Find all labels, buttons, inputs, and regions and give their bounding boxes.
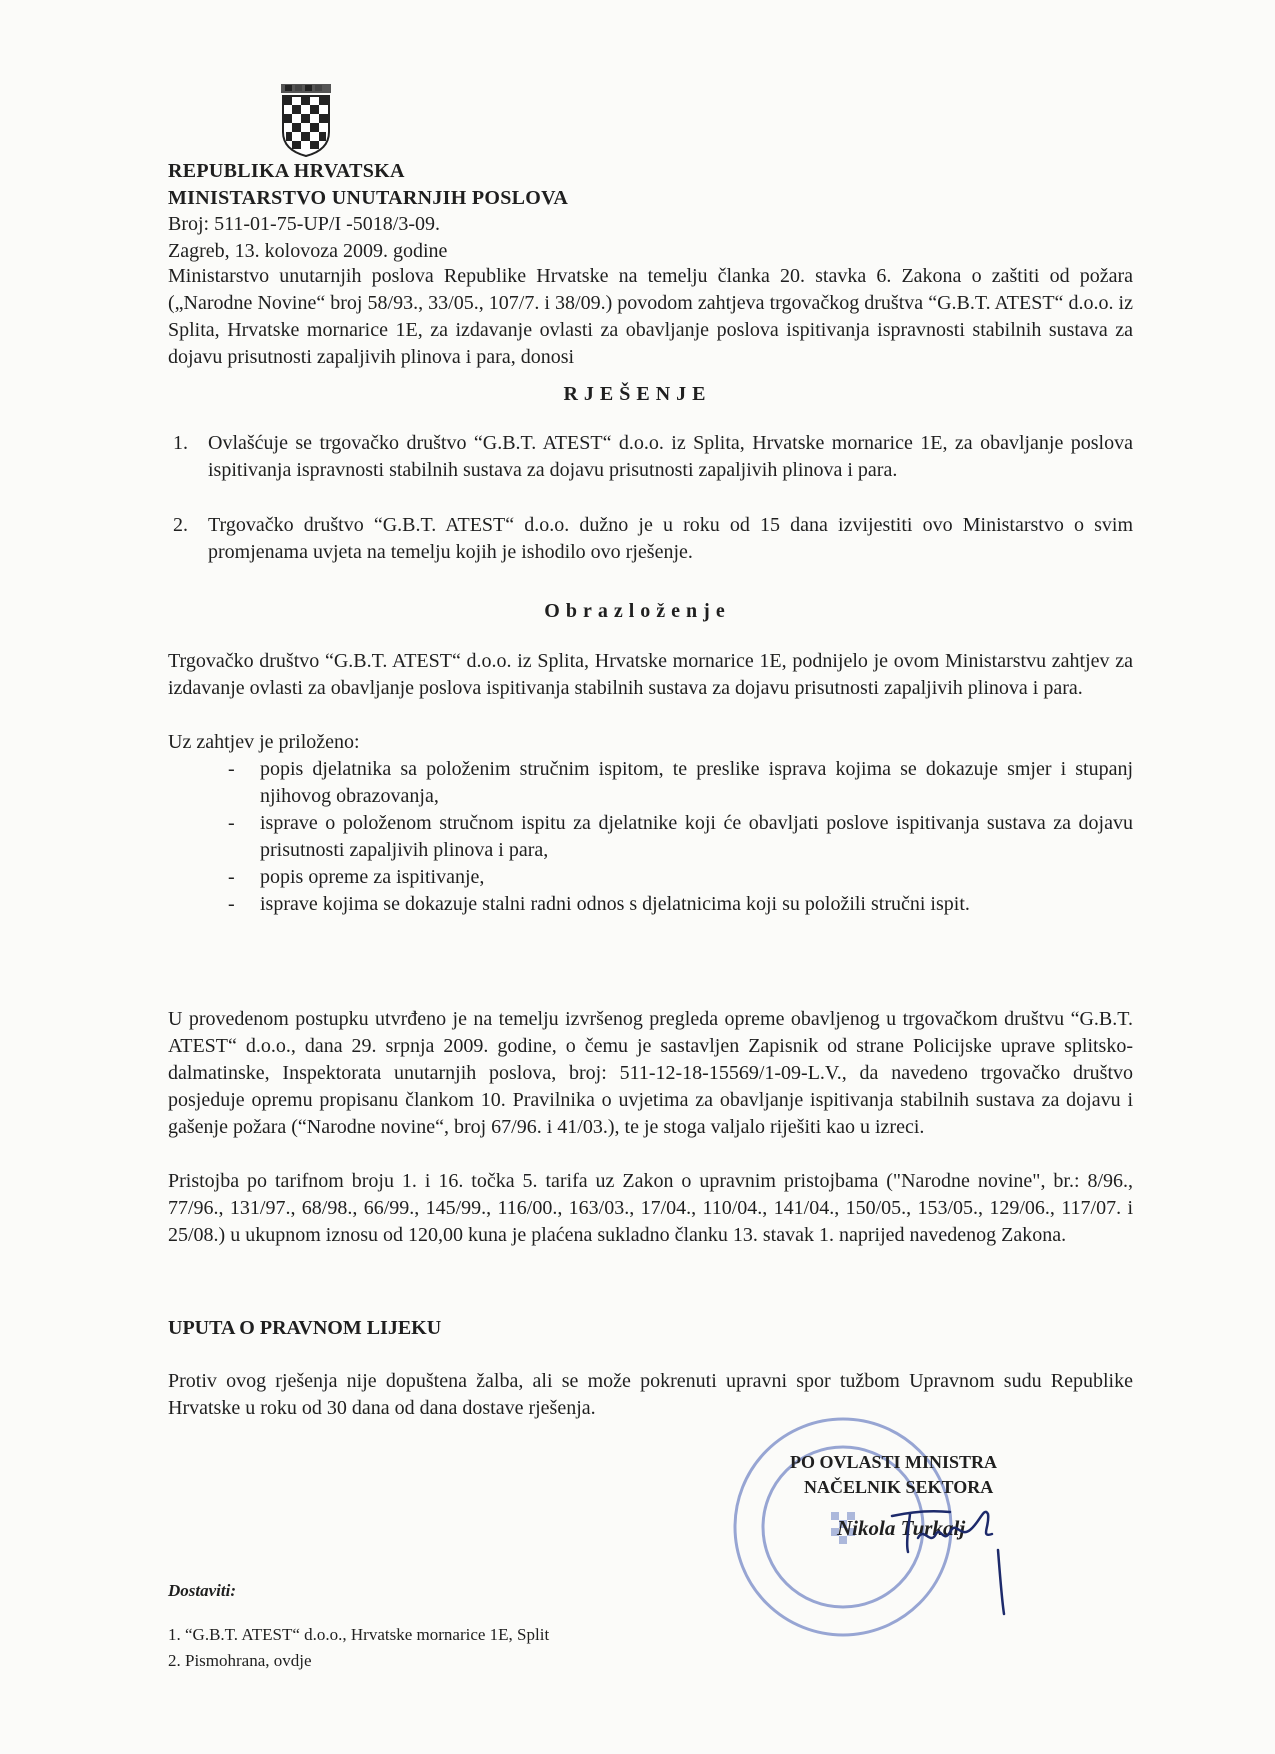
coat-of-arms-icon — [275, 82, 337, 158]
delivery-title: Dostaviti: — [168, 1581, 236, 1600]
legal-remedy-text: Protiv ovog rješenja nije dopuštena žalba, ali se može pokrenuti upravni spor tužbom Upravnom sudu Republike Hrvatske u roku od 30 dana od dana dostave rješenja. — [168, 1370, 1133, 1419]
list-item-text: popis djelatnika sa položenim stručnim ispitom, te preslike isprava kojima se dokazuje smjer i stupanj njihovog obrazovanja, — [260, 758, 1133, 807]
decision-title: RJEŠENJE — [563, 383, 712, 405]
reasoning-paragraph-1: Trgovačko društvo “G.B.T. ATEST“ d.o.o. iz Splita, Hrvatske mornarice 1E, podnijelo je ovom Ministarstvu zahtjev za izdavanje ovlasti za obavljanje poslova ispitivanja stabilnih sustava za dojavu prisutnosti zapaljivih plinova i para. — [168, 650, 1133, 699]
delivery-item: 1. “G.B.T. ATEST“ d.o.o., Hrvatske mornarice 1E, Split — [168, 1625, 550, 1644]
decision-item-text: Trgovačko društvo “G.B.T. ATEST“ d.o.o. dužno je u roku od 15 dana izvijestiti ovo Ministarstvo o svim promjenama uvjeta na temelju kojih je ishodilo ovo rješenje. — [208, 514, 1133, 563]
document-header — [168, 158, 568, 264]
list-item: - popis djelatnika sa položenim stručnim ispitom, te preslike isprava kojima se dokazuje smjer i stupanj njihovog obrazovanja, — [228, 758, 1133, 807]
signature-position: NAČELNIK SEKTORA — [804, 1477, 994, 1497]
decision-item-number: 2. — [173, 514, 188, 536]
delivery-block — [168, 1578, 549, 1674]
handwritten-signature-icon — [880, 1486, 1030, 1616]
delivery-item: 2. Pismohrana, ovdje — [168, 1651, 312, 1670]
list-item-text: popis opreme za ispitivanje, — [260, 866, 485, 888]
country-name: REPUBLIKA HRVATSKA — [168, 160, 405, 182]
attachments-label: Uz zahtjev je priloženo: — [168, 731, 360, 753]
reasoning-paragraph-2: U provedenom postupku utvrđeno je na temelju izvršenog pregleda opreme obavljenog u trgovačkom društvu “G.B.T. ATEST“ d.o.o., dana 29. srpnja 2009. godine, o čemu je sastavljen Zapisnik od strane Policijske uprave splitsko-dalmatinske, Inspektorata unutarnjih poslova, broj: 511-12-18-15569/1-09-L.V., da navedeno trgovačko društvo posjeduje opremu propisanu člankom 10. Pravilnika o uvjetima za obavljanje ispitivanja stabilnih sustava za dojavu i gašenje požara (“Narodne novine“, broj 67/96. i 41/03.), te je stoga valjalo riješiti kao u izreci. — [168, 1008, 1133, 1138]
list-item-text: isprave o položenom stručnom ispitu za djelatnike koji će obavljati poslove ispitivanja sustava za dojavu prisutnosti zapaljivih plinova i para, — [260, 812, 1133, 861]
decision-item-text: Ovlašćuje se trgovačko društvo “G.B.T. ATEST“ d.o.o. iz Splita, Hrvatske mornarice 1E, za obavljanje poslova ispitivanja ispravnosti stabilnih sustava za dojavu prisutnosti zapaljivih plinova i para. — [208, 432, 1133, 481]
list-item: - isprave kojima se dokazuje stalni radni odnos s djelatnicima koji su položili stručni ispit. — [228, 893, 970, 915]
ministry-name: MINISTARSTVO UNUTARNJIH POSLOVA — [168, 186, 569, 209]
document-date: Zagreb, 13. kolovoza 2009. godine — [168, 239, 448, 262]
intro-paragraph: Ministarstvo unutarnjih poslova Republike Hrvatske na temelju članka 20. stavka 6. Zakona o zaštiti od požara („Narodne Novine“ broj 58/93., 33/05., 107/7. i 38/09.) povodom zahtjeva trgovačkog društva “G.B.T. ATEST“ d.o.o. iz Splita, Hrvatske mornarice 1E, za izdavanje ovlasti za obavljanje poslova ispitivanja ispravnosti stabilnih sustava za dojavu prisutnosti zapaljivih plinova i para, donosi — [168, 265, 1133, 368]
list-item: - isprave o položenom stručnom ispitu za djelatnike koji će obavljati poslove ispitivanja sustava za dojavu prisutnosti zapaljivih plinova i para, — [228, 812, 1133, 861]
reasoning-paragraph-3: Pristojba po tarifnom broju 1. i 16. točka 5. tarifa uz Zakon o upravnim pristojbama ("Narodne novine", br.: 8/96., 77/96., 131/97., 68/98., 66/99., 145/99., 116/00., 163/03., 17/04., 110/04., 141/04., 150/05., 153/05., 129/06., 117/07. i 25/08.) u ukupnom iznosu od 120,00 kuna je plaćena sukladno članku 13. stavak 1. naprijed navedenog Zakona. — [168, 1170, 1133, 1246]
decision-item — [168, 430, 1133, 484]
decision-list — [168, 430, 1133, 566]
list-item: - popis opreme za ispitivanje, — [228, 866, 485, 888]
legal-remedy-title: UPUTA O PRAVNOM LIJEKU — [168, 1317, 442, 1339]
decision-item — [168, 512, 1133, 566]
list-item-text: isprave kojima se dokazuje stalni radni odnos s djelatnicima koji su položili stručni ispit. — [260, 893, 970, 915]
reasoning-title: Obrazloženje — [544, 600, 731, 622]
attachments-list — [168, 756, 1133, 918]
signatory-name: Nikola Turkalj — [837, 1516, 966, 1540]
signature-authority: PO OVLASTI MINISTRA — [790, 1452, 998, 1472]
decision-item-number: 1. — [173, 432, 188, 454]
reference-number: Broj: 511-01-75-UP/I -5018/3-09. — [168, 213, 441, 235]
